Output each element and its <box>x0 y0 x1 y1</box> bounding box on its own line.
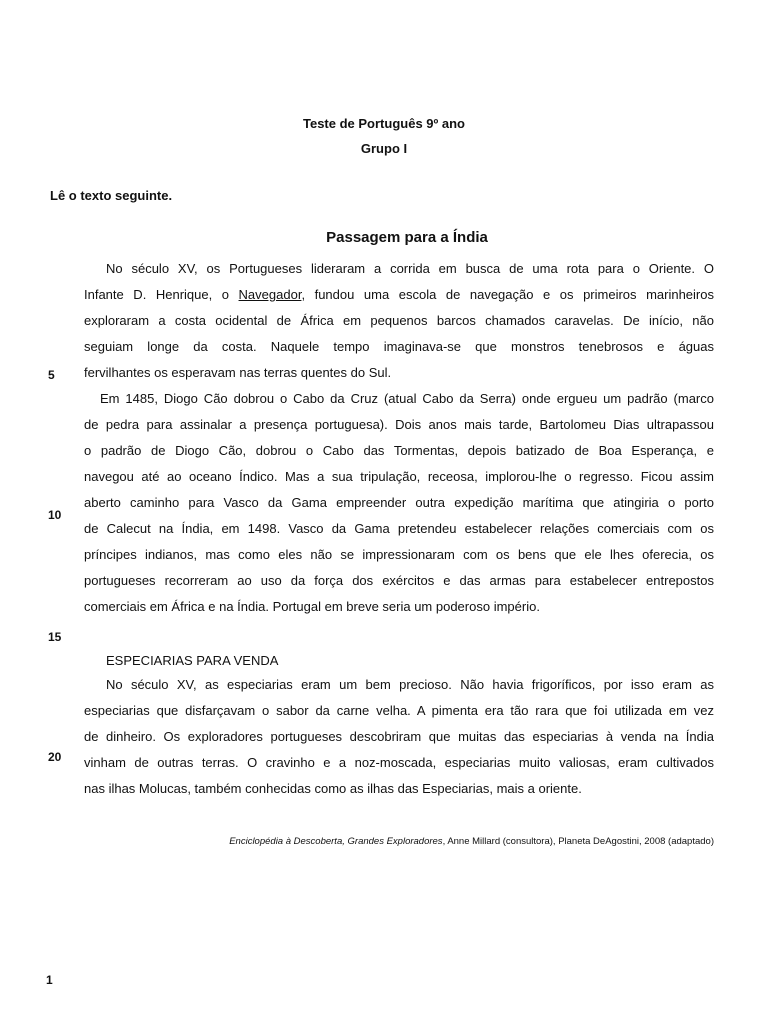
text-line: exploraram a costa ocidental de África em pequenos barcos chamados caravelas. De início, não <box>84 313 714 328</box>
line-number-10: 10 <box>48 508 62 522</box>
text-line: aberto caminho para Vasco da Gama empreender outra expedição marítima que atingiria o porto <box>84 495 714 510</box>
text-line: fervilhantes os esperavam nas terras quentes do Sul. <box>84 365 392 380</box>
text-span: , fundou uma escola de navegação e os primeiros marinheiros <box>301 287 714 302</box>
source-citation <box>0 836 714 847</box>
test-title: Teste de Português 9º ano <box>303 116 465 131</box>
article-title: Passagem para a Índia <box>326 229 488 246</box>
underlined-word: Navegador <box>238 287 302 302</box>
subtitle-text: ESPECIARIAS PARA VENDA <box>106 653 279 668</box>
text-line: portugueses recorreram ao uso da força dos exércitos e das armas para estabelecer entrepostos <box>84 573 714 588</box>
text-line: No século XV, os Portugueses lideraram a corrida em busca de uma rota para o Oriente. O <box>106 261 714 276</box>
text-line <box>84 282 714 308</box>
text-line: o padrão de Diogo Cão, dobrou o Cabo das Tormentas, depois batizado de Boa Esperança, e <box>84 443 714 458</box>
text-line: especiarias que disfarçavam o sabor da carne velha. A pimenta era tão rara que foi utilizada em vez <box>84 703 714 718</box>
text-line: de dinheiro. Os exploradores portugueses descobriram que muitas das especiarias à venda na Índia <box>84 729 714 744</box>
page-number: 1 <box>46 973 53 987</box>
text-line: Em 1485, Diogo Cão dobrou o Cabo da Cruz (atual Cabo da Serra) onde ergueu um padrão (marco <box>100 391 714 406</box>
text-span: Infante D. Henrique, o <box>84 287 239 302</box>
text-line: de Calecut na Índia, em 1498. Vasco da Gama pretendeu estabelecer relações comerciais com os <box>84 521 714 536</box>
text-line: No século XV, as especiarias eram um bem precioso. Não havia frigoríficos, por isso eram as <box>106 677 714 692</box>
text-line: vinham de outras terras. O cravinho e a noz-moscada, especiarias muito valiosas, eram cultivados <box>84 755 714 770</box>
text-line: comerciais em África e na Índia. Portugal em breve seria um poderoso império. <box>84 599 540 614</box>
article-body <box>84 256 714 620</box>
line-number-15: 15 <box>48 630 62 644</box>
group-title: Grupo I <box>360 141 408 156</box>
text-line: de pedra para assinalar a presença portuguesa). Dois anos mais tarde, Bartolomeu Dias ultrapassou <box>84 417 714 432</box>
source-title: Enciclopédia à Descoberta, Grandes Exploradores <box>229 836 443 847</box>
line-number-20: 20 <box>48 750 62 764</box>
section-subtitle <box>84 648 714 674</box>
instruction: Lê o texto seguinte. <box>50 188 173 203</box>
text-line: seguiam longe da costa. Naquele tempo imaginava-se que monstros tenebrosos e águas <box>84 339 714 354</box>
source-details: , Anne Millard (consultora), Planeta DeAgostini, 2008 (adaptado) <box>442 836 714 847</box>
text-line: navegou até ao oceano Índico. Mas a sua tripulação, receosa, implorou-lhe o regresso. Ficou assim <box>84 469 714 484</box>
article-body-2 <box>84 672 714 802</box>
line-number-5: 5 <box>48 368 55 382</box>
text-line: príncipes indianos, mas como eles não se impressionaram com os bens que ele lhes oferecia, os <box>84 547 714 562</box>
text-line: nas ilhas Molucas, também conhecidas como as ilhas das Especiarias, mais a oriente. <box>84 781 582 796</box>
